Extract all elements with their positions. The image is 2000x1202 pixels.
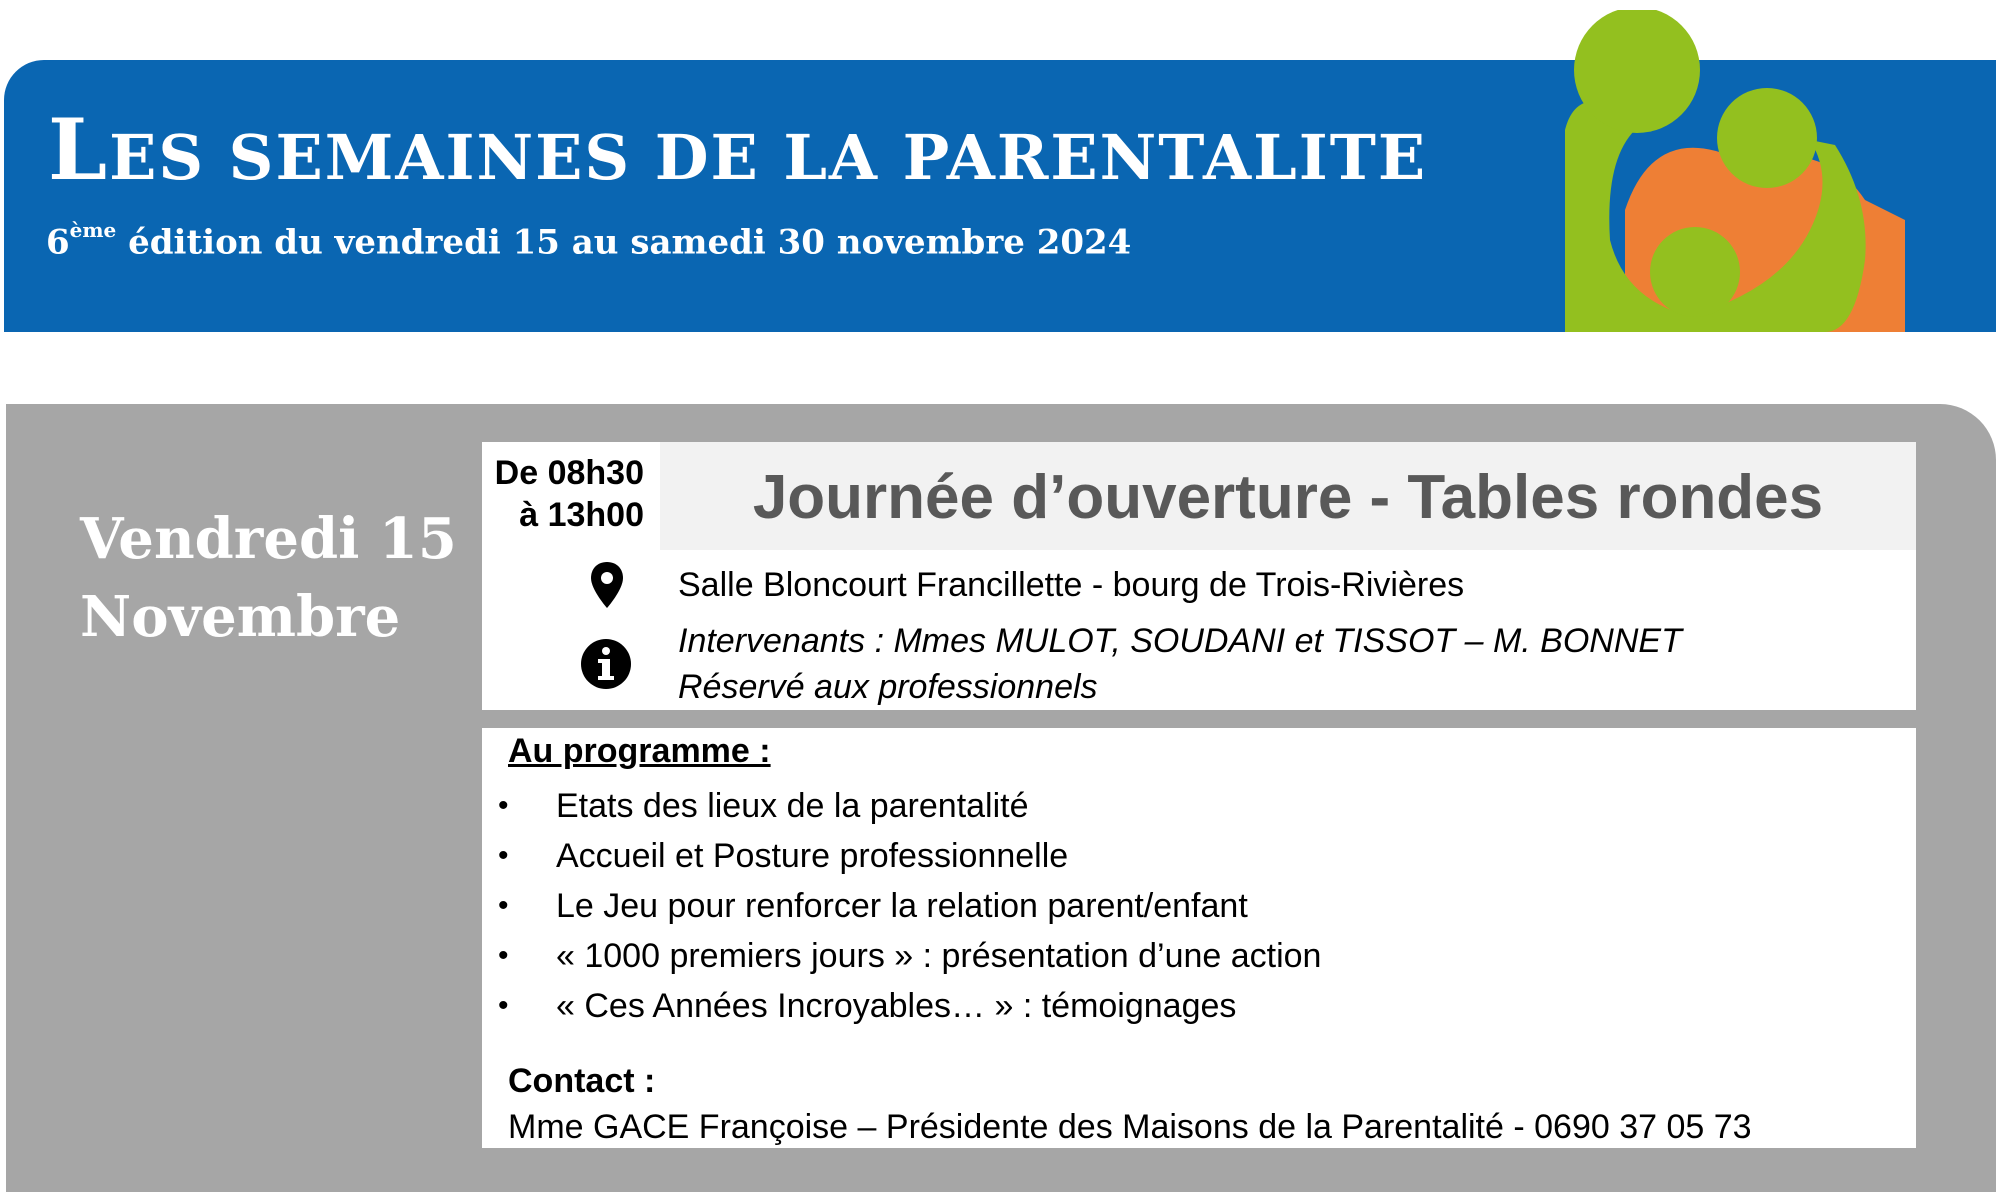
edition-number: 6 bbox=[46, 222, 70, 263]
list-item-text: Le Jeu pour renforcer la relation parent/enfant bbox=[556, 887, 1248, 925]
event-time-end: à 13h00 bbox=[519, 496, 644, 534]
event-audience: Réservé aux professionnels bbox=[678, 668, 1098, 706]
page-title-initial: L bbox=[48, 100, 110, 199]
list-item-text: Accueil et Posture professionnelle bbox=[556, 837, 1069, 875]
event-time bbox=[482, 452, 644, 536]
list-item-text: « 1000 premiers jours » : présentation d’une action bbox=[556, 937, 1322, 975]
family-logo-icon bbox=[1565, 10, 1905, 332]
event-day bbox=[80, 500, 457, 656]
list-item-text: Etats des lieux de la parentalité bbox=[556, 787, 1029, 825]
list-item bbox=[490, 884, 1321, 934]
event-day-weekday: Vendredi 15 bbox=[80, 506, 457, 572]
list-item bbox=[490, 934, 1321, 984]
logo-child-head bbox=[1650, 227, 1740, 317]
bullet: • bbox=[498, 989, 509, 1022]
program-list bbox=[490, 784, 1321, 1034]
logo-parent-head bbox=[1574, 10, 1700, 133]
contact-details: Mme GACE Françoise – Présidente des Maisons de la Parentalité - 0690 37 05 73 bbox=[508, 1108, 1752, 1146]
list-item-text: « Ces Années Incroyables… » : témoignages bbox=[556, 987, 1237, 1025]
event-location: Salle Bloncourt Francillette - bourg de Trois-Rivières bbox=[678, 566, 1465, 604]
program-heading: Au programme : bbox=[508, 732, 771, 770]
contact-label: Contact : bbox=[508, 1062, 656, 1100]
event-time-start: De 08h30 bbox=[494, 454, 644, 492]
bullet: • bbox=[498, 939, 509, 972]
bullet: • bbox=[498, 889, 509, 922]
bullet: • bbox=[498, 839, 509, 872]
list-item bbox=[490, 984, 1321, 1034]
info-icon bbox=[580, 638, 632, 690]
list-item bbox=[490, 784, 1321, 834]
edition-subtitle bbox=[46, 218, 1132, 263]
page-title-rest: ES SEMAINES DE LA PARENTALITE bbox=[109, 121, 1428, 194]
bullet: • bbox=[498, 789, 509, 822]
event-speakers: Intervenants : Mmes MULOT, SOUDANI et TISSOT – M. BONNET bbox=[678, 622, 1682, 660]
logo-second-parent-head bbox=[1717, 88, 1817, 188]
map-pin-icon bbox=[588, 560, 626, 610]
page-title bbox=[48, 100, 1428, 199]
edition-dates: édition du vendredi 15 au samedi 30 novembre 2024 bbox=[116, 222, 1132, 263]
list-item bbox=[490, 834, 1321, 884]
edition-ordinal: ème bbox=[69, 218, 117, 242]
event-title: Journée d’ouverture - Tables rondes bbox=[752, 463, 1824, 532]
event-day-month: Novembre bbox=[80, 584, 401, 650]
